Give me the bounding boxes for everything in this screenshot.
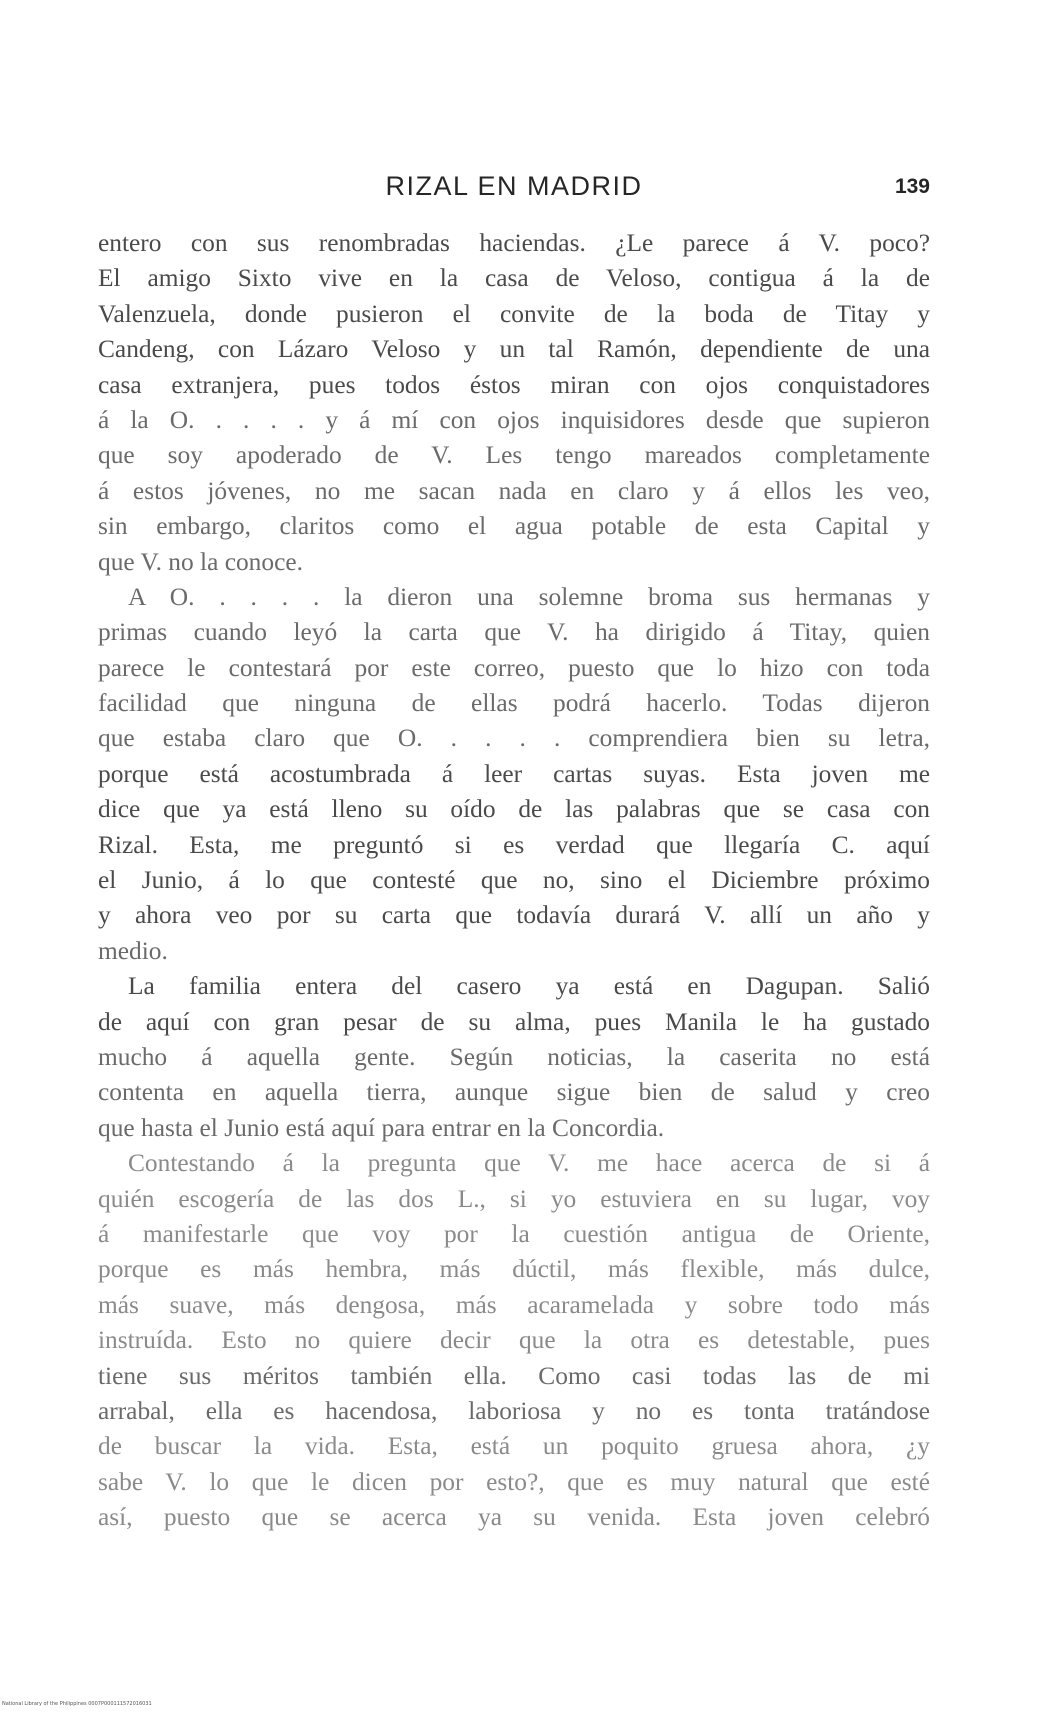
text-line: parece le contestará por este correo, puesto que lo hizo con toda [98,653,930,682]
text-line: sin embargo, claritos como el agua potable de esta Capital y [98,512,930,541]
paragraph-start-line: Contestando á la pregunta que V. me hace acerca de si á [128,1149,930,1178]
text-line: casa extranjera, pues todos éstos miran con ojos conquistadores [98,370,930,399]
text-line: de buscar la vida. Esta, está un poquito gruesa ahora, ¿y [98,1432,930,1461]
text-line: sabe V. lo que le dicen por esto?, que es muy natural que esté [98,1467,930,1496]
body-text [98,226,930,1535]
scan-credit: National Library of the Philippines 0007P000111572016031 [2,1701,152,1707]
running-title: RIZAL EN MADRID [385,171,643,201]
text-line: y ahora veo por su carta que todavía durará V. allí un año y [98,901,930,930]
text-line: mucho á aquella gente. Según noticias, la caserita no está [98,1042,930,1071]
text-line: Rizal. Esta, me preguntó si es verdad que llegaría C. aquí [98,830,930,859]
text-line: quién escogería de las dos L., si yo estuviera en su lugar, voy [98,1184,930,1213]
text-line: porque es más hembra, más dúctil, más flexible, más dulce, [98,1255,930,1284]
text-line: entero con sus renombradas haciendas. ¿Le parece á V. poco? [98,229,930,257]
text-line: á la O. . . . . y á mí con ojos inquisidores desde que supieron [98,405,930,434]
text-line: que V. no la conoce. [98,547,303,576]
text-line: primas cuando leyó la carta que V. ha dirigido á Titay, quien [98,618,930,647]
text-line: que estaba claro que O. . . . . comprendiera bien su letra, [98,724,930,753]
text-line: Candeng, con Lázaro Veloso y un tal Ramón, dependiente de una [98,335,930,364]
text-line: contenta en aquella tierra, aunque sigue bien de salud y creo [98,1078,930,1107]
text-line: á manifestarle que voy por la cuestión antigua de Oriente, [98,1219,930,1248]
text-line: instruída. Esto no quiere decir que la otra es detestable, pues [98,1326,930,1355]
text-line: medio. [98,936,168,965]
text-line: que hasta el Junio está aquí para entrar en la Concordia. [98,1113,665,1142]
text-line: dice que ya está lleno su oído de las palabras que se casa con [98,795,930,824]
text-line: de aquí con gran pesar de su alma, pues Manila le ha gustado [98,1007,930,1036]
text-line: arrabal, ella es hacendosa, laboriosa y no es tonta tratándose [98,1396,930,1425]
paragraph-start-line: A O. . . . . la dieron una solemne broma sus hermanas y [128,582,930,611]
text-line: facilidad que ninguna de ellas podrá hacerlo. Todas dijeron [98,689,930,718]
text-line: El amigo Sixto vive en la casa de Veloso, contigua á la de [98,264,930,293]
text-line: Valenzuela, donde pusieron el convite de la boda de Titay y [98,299,930,328]
text-line: así, puesto que se acerca ya su venida. Esta joven celebró [98,1503,930,1532]
page-number: 139 [894,175,930,198]
text-line: á estos jóvenes, no me sacan nada en claro y á ellos les veo, [98,476,930,505]
paragraph-start-line: La familia entera del casero ya está en Dagupan. Salió [128,972,930,1001]
text-line: tiene sus méritos también ella. Como casi todas las de mi [98,1361,930,1390]
running-head [98,171,930,211]
text-line: porque está acostumbrada á leer cartas suyas. Esta joven me [98,759,930,788]
text-line: que soy apoderado de V. Les tengo mareados completamente [98,441,930,470]
text-line: el Junio, á lo que contesté que no, sino el Diciembre próximo [98,866,930,895]
text-line: más suave, más dengosa, más acaramelada y sobre todo más [98,1290,930,1319]
